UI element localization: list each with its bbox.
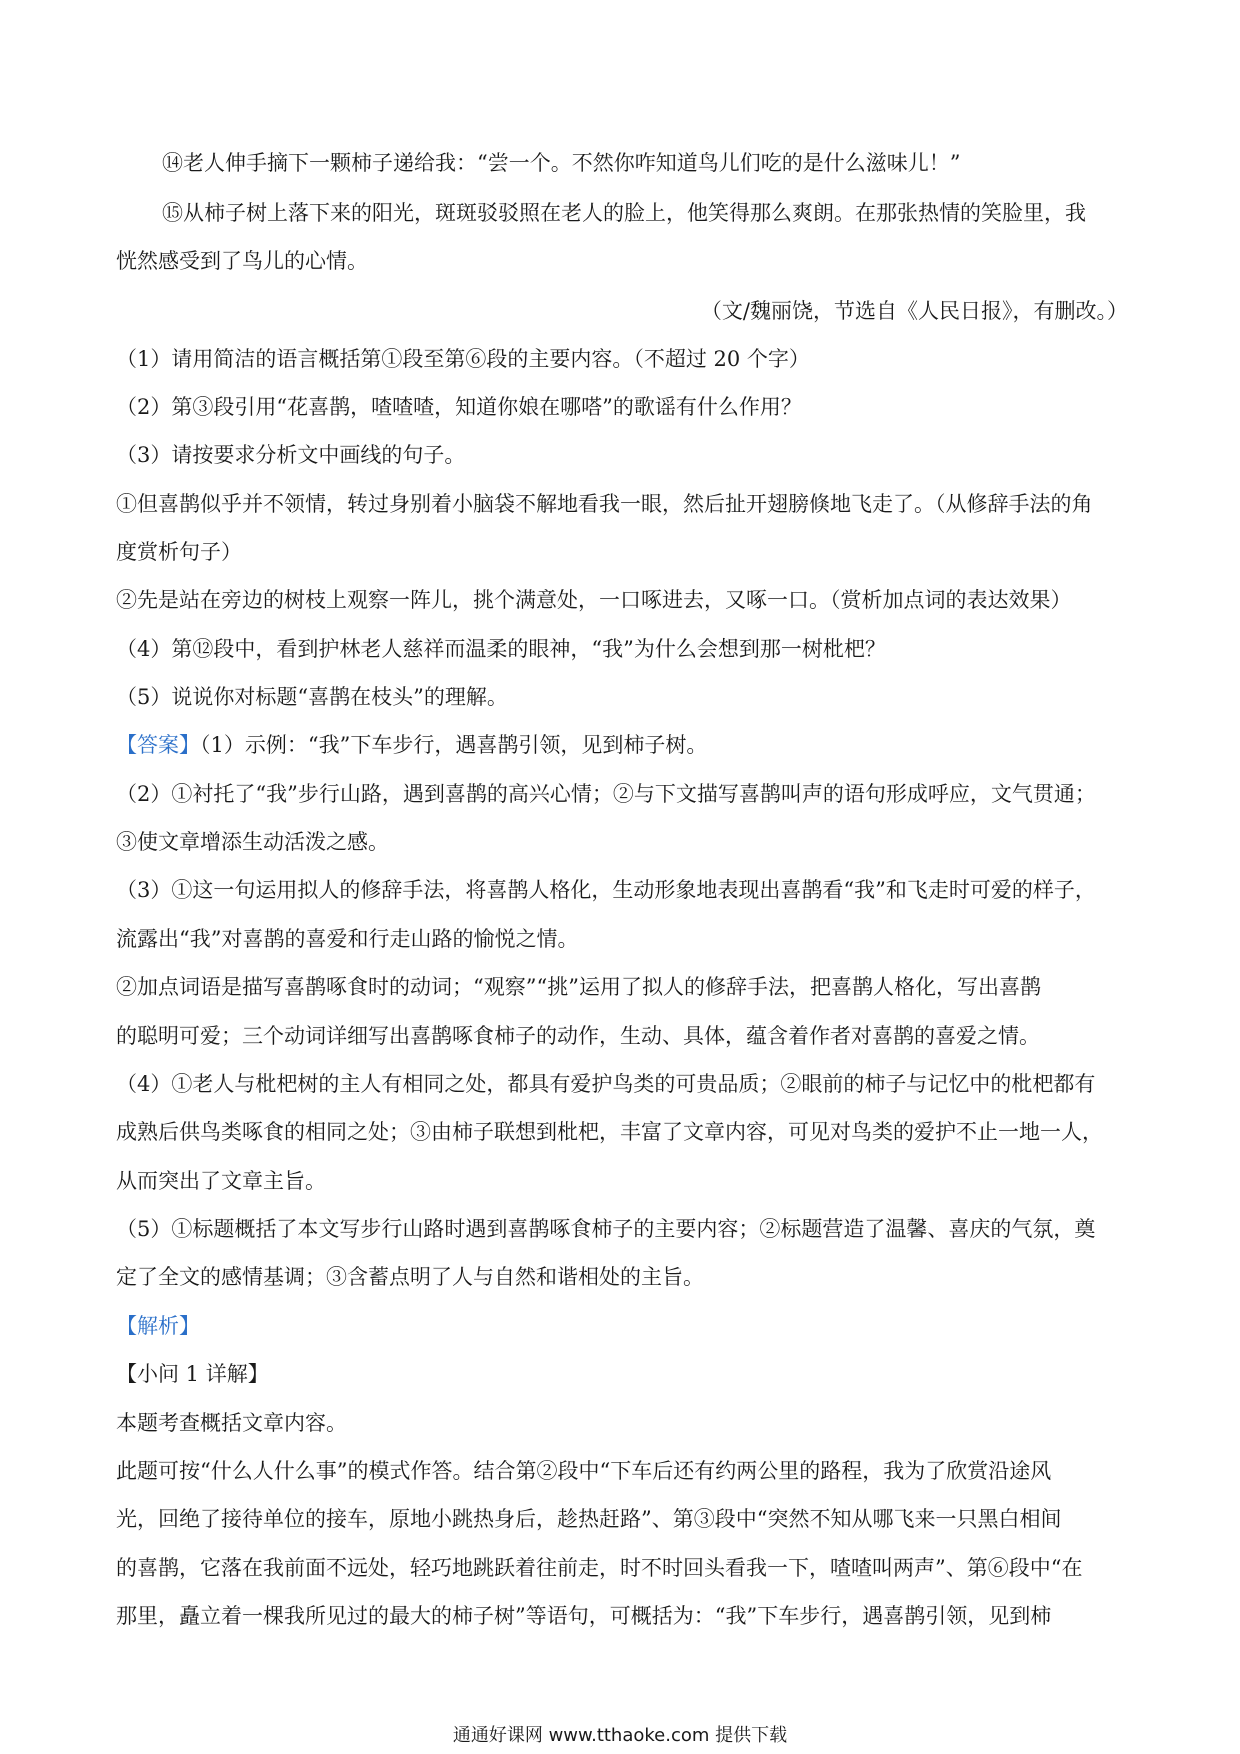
question-2: （2）第③段引用“花喜鹊，喳喳喳，知道你娘在哪嗒”的歌谣有什么作用？ (116, 395, 802, 419)
answer-3-line4: 的聪明可爱；三个动词详细写出喜鹊啄食柿子的动作，生动、具体，蕴含着作者对喜鹊的喜爱之情。 (116, 1024, 1040, 1048)
answer-label: 【答案】 (116, 733, 200, 757)
question-3: （3）请按要求分析文中画线的句子。 (116, 443, 466, 467)
question-3b-pre: ②先是站在旁边的树枝上 (116, 588, 347, 612)
passage-source: （文/魏丽饶，节选自《人民日报》，有删改。） (700, 299, 1128, 323)
question-5: （5）说说你对标题“喜鹊在枝头”的理解。 (116, 685, 508, 709)
answer-3-line1: （3）①这一句运用拟人的修辞手法，将喜鹊人格化，生动形象地表现出喜鹊看“我”和飞走时可爱的样子， (116, 878, 1096, 902)
page-footer: 通通好课网 www.tthaoke.com 提供下载 (452, 1725, 788, 1746)
answer-4-line3: 从而突出了文章主旨。 (116, 1169, 326, 1193)
dotted-word-guan: 观 (347, 588, 368, 612)
question-3a-line2: 度赏析句子） (116, 540, 242, 564)
passage-paragraph-15-line2: 恍然感受到了鸟儿的心情。 (116, 249, 368, 273)
question-4: （4）第⑫段中，看到护林老人慈祥而温柔的眼神，“我”为什么会想到那一树枇杷？ (116, 637, 886, 661)
analysis-line4: 的喜鹊，它落在我前面不远处，轻巧地跳跃着往前走，时不时回头看我一下，喳喳叫两声”、第⑥段中“在 (116, 1556, 1083, 1580)
analysis-line1: 本题考查概括文章内容。 (116, 1411, 347, 1435)
answer-2-line1: （2）①衬托了“我”步行山路，遇到喜鹊的高兴心情；②与下文描写喜鹊叫声的语句形成呼应，文气贯通； (116, 782, 1096, 806)
answer-5-line2: 定了全文的感情基调；③含蓄点明了人与自然和谐相处的主旨。 (116, 1265, 704, 1289)
dotted-word-tiao: 挑 (473, 588, 494, 612)
answer-2-line2: ③使文章增添生动活泼之感。 (116, 830, 389, 854)
question-3b-mid2: 个满意处，一口 (494, 588, 641, 612)
question-3b-post: 进去，又啄一口。（赏析加点词的表达效果） (662, 588, 1072, 612)
question-3b (116, 585, 1132, 615)
answer-1-text: （1）示例：“我”下车步行，遇喜鹊引领，见到柿子树。 (200, 733, 708, 757)
analysis-line3: 光，回绝了接待单位的接车，原地小跳热身后，趁热赶路”、第③段中“突然不知从哪飞来一只黑白相间 (116, 1507, 1062, 1531)
dotted-word-cha: 察 (368, 588, 389, 612)
answer-3-line3: ②加点词语是描写喜鹊啄食时的动词；“观察”“挑”运用了拟人的修辞手法，把喜鹊人格化，写出喜鹊 (116, 975, 1041, 999)
answer-5-line1: （5）①标题概括了本文写步行山路时遇到喜鹊啄食柿子的主要内容；②标题营造了温馨、喜庆的气氛，奠 (116, 1217, 1096, 1241)
answer-4-line1: （4）①老人与枇杷树的主人有相同之处，都具有爱护鸟类的可贵品质；②眼前的柿子与记忆中的枇杷都有 (116, 1072, 1096, 1096)
question-3a-line1: ①但喜鹊似乎并不领情，转过身别着小脑袋不解地看我一眼，然后扯开翅膀倏地飞走了。（从修辞手法的角 (116, 492, 1093, 516)
answer-1 (116, 730, 1132, 760)
dotted-word-zhuo: 啄 (641, 588, 662, 612)
analysis-line2: 此题可按“什么人什么事”的模式作答。结合第②段中“下车后还有约两公里的路程，我为了欣赏沿途风 (116, 1459, 1052, 1483)
passage-paragraph-15-line1: ⑮从柿子树上落下来的阳光，斑斑驳驳照在老人的脸上，他笑得那么爽朗。在那张热情的笑脸里，我 (162, 201, 1086, 225)
analysis-line5: 那里，矗立着一棵我所见过的最大的柿子树”等语句，可概括为：“我”下车步行，遇喜鹊引领，见到柿 (116, 1604, 1052, 1628)
analysis-subquestion-1-label: 【小问 1 详解】 (116, 1362, 269, 1386)
answer-3-line2: 流露出“我”对喜鹊的喜爱和行走山路的愉悦之情。 (116, 927, 579, 951)
question-3b-mid1: 一阵儿， (389, 588, 473, 612)
passage-paragraph-14: ⑭老人伸手摘下一颗柿子递给我：“尝一个。不然你咋知道鸟儿们吃的是什么滋味儿！” (162, 151, 961, 175)
answer-4-line2: 成熟后供鸟类啄食的相同之处；③由柿子联想到枇杷，丰富了文章内容，可见对鸟类的爱护不止一地一人， (116, 1120, 1103, 1144)
analysis-label: 【解析】 (116, 1314, 200, 1338)
question-1: （1）请用简洁的语言概括第①段至第⑥段的主要内容。（不超过 20 个字） (116, 347, 810, 371)
